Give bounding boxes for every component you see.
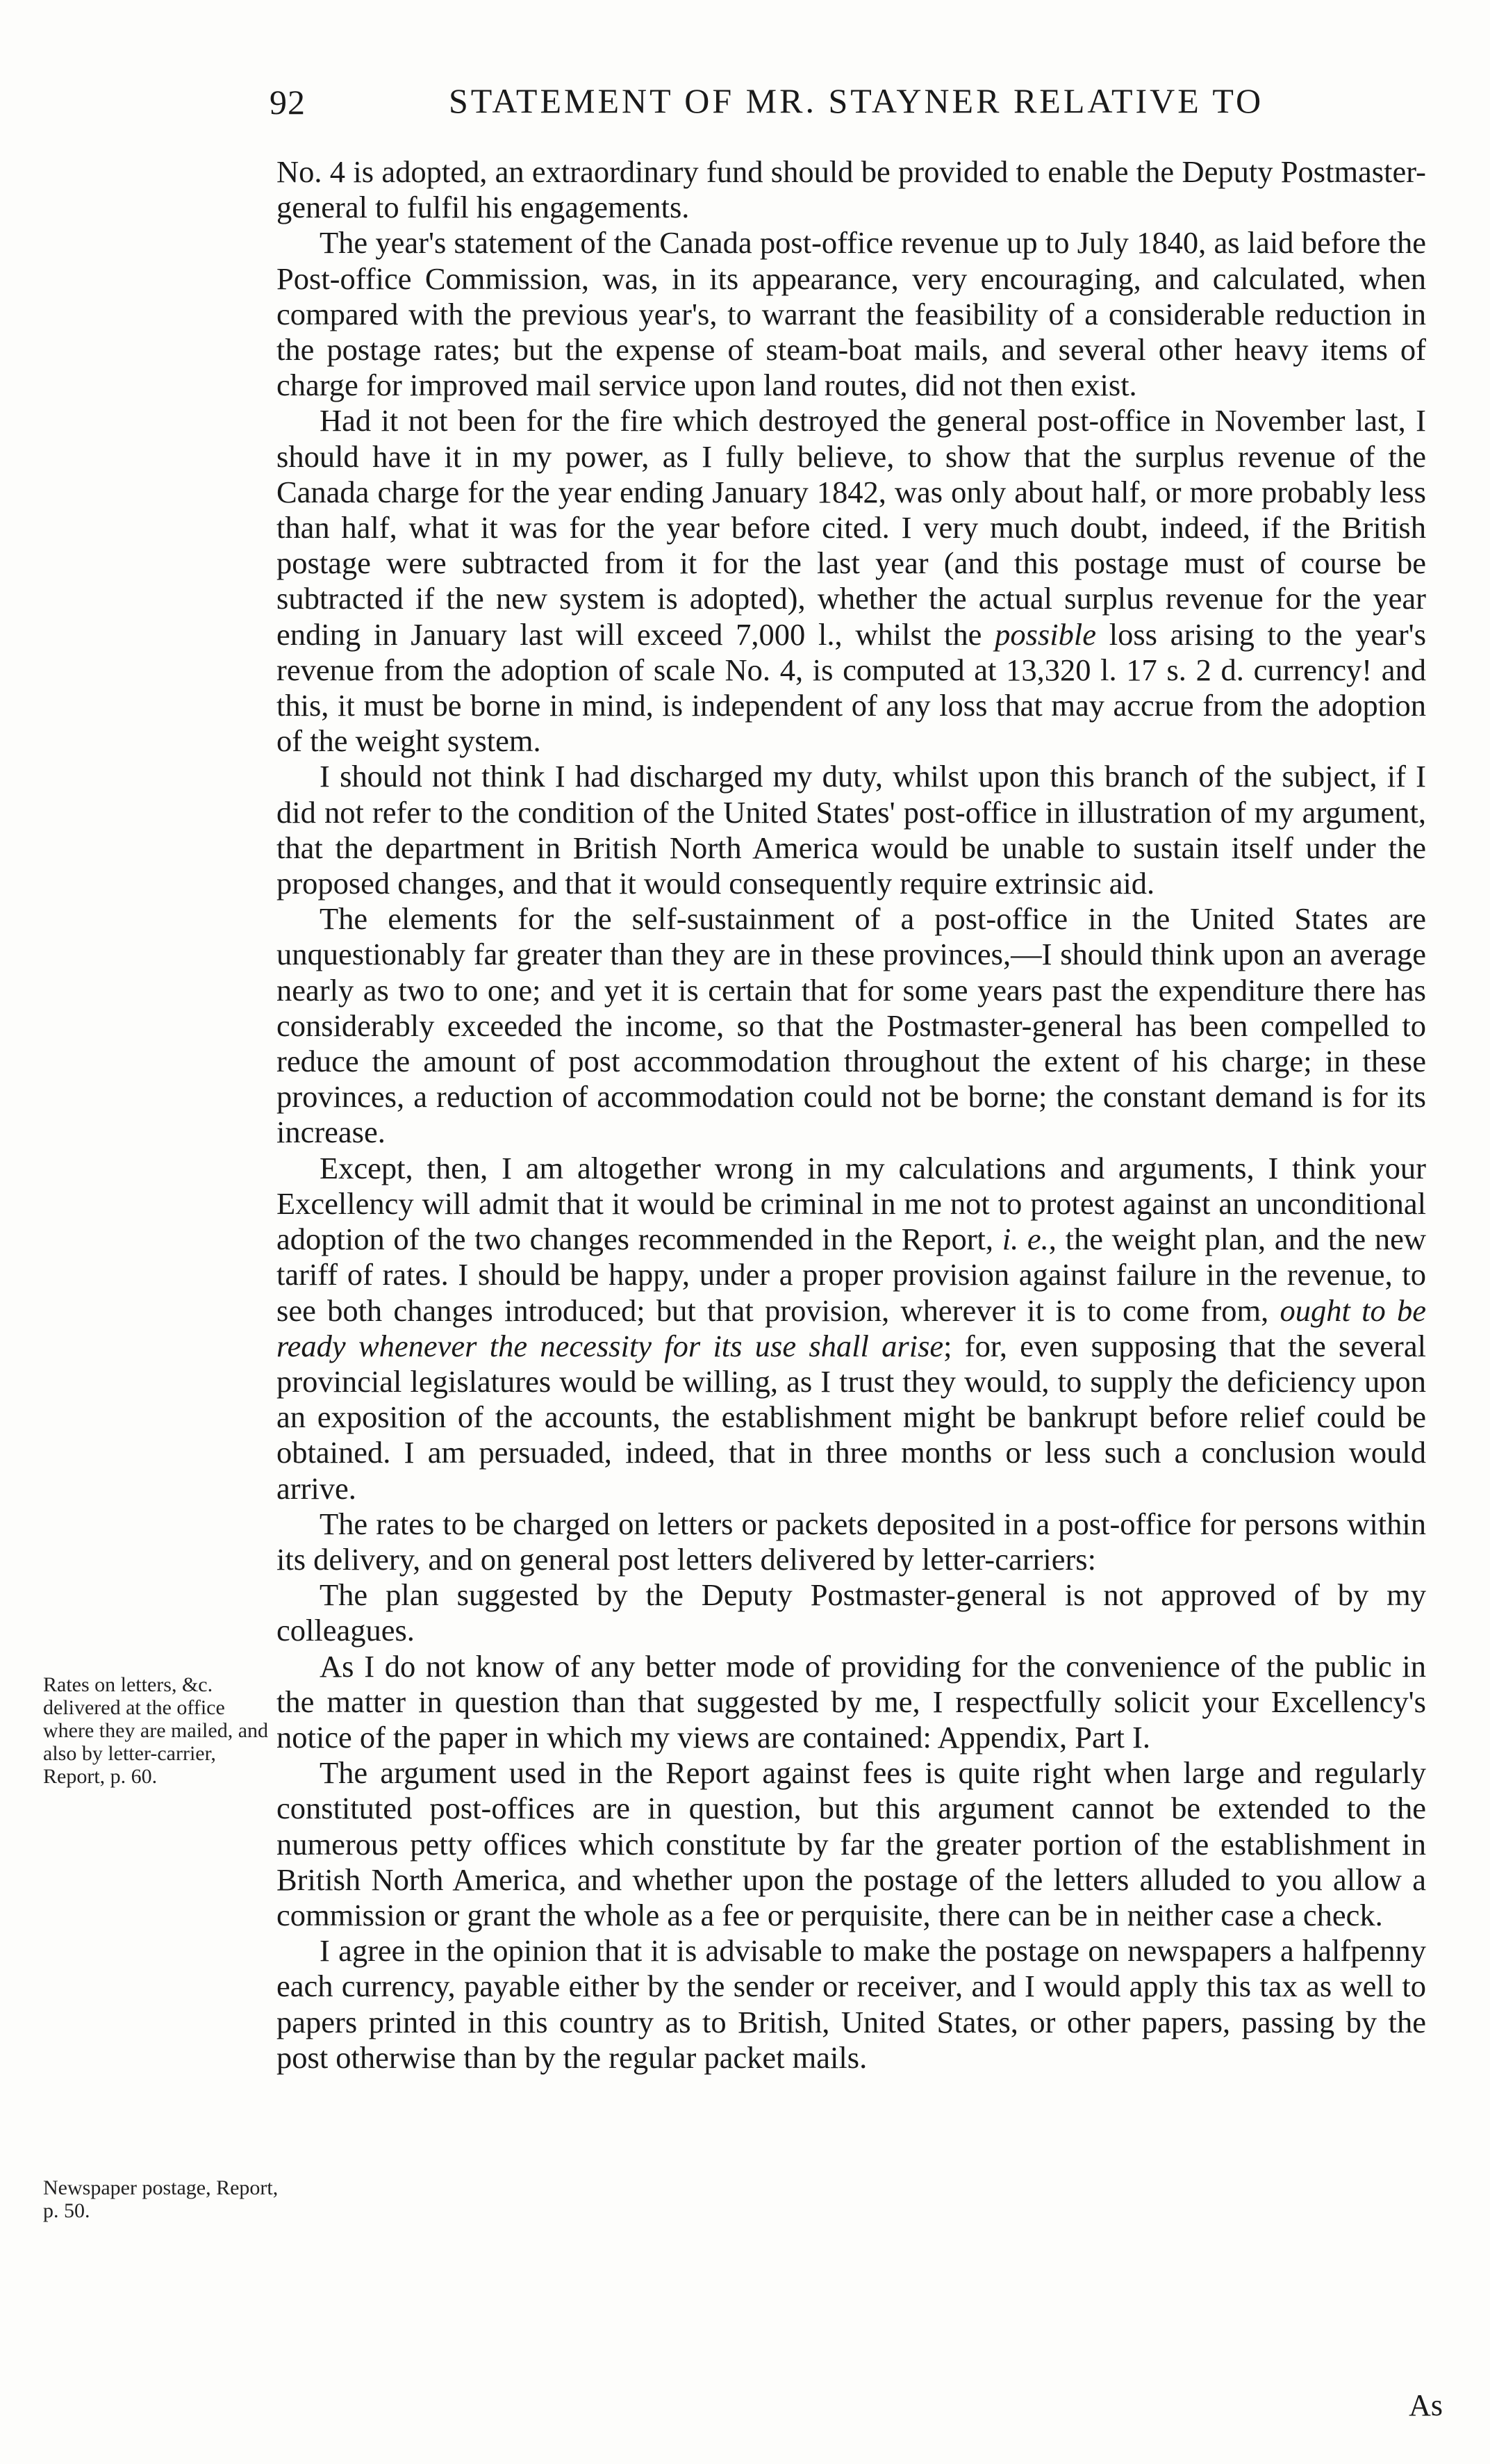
catchword: As [1409, 2388, 1443, 2422]
paragraph-3-part-b: loss arising to the year's revenue from the adoption of scale No. 4, is computed at 13,320 l. 17 s. 2 d. currency! and this, it must be borne in mind, is independent of any loss that may accrue from the adoption of the weight system. [276, 616, 1427, 759]
paragraph-10: The argument used in the Report against fees is quite right when large and regularly constituted post-offices are in question, but this argument cannot be extended to the numerous petty offices which constitute by far the greater portion of the establishment in British North America, and whether upon the postage of the letters alluded to you allow a commission or grant the whole as a fee or perquisite, there can be in neither case a check. [276, 1755, 1426, 1932]
paragraph-3-emphasis: possible [995, 616, 1096, 652]
paragraph-7: The rates to be charged on letters or packets deposited in a post-office for persons within its delivery, and on general post letters delivered by letter-carriers: [276, 1506, 1426, 1577]
paragraph-3 [276, 403, 1426, 759]
page-number: 92 [270, 83, 306, 122]
margin-note-newspaper: Newspaper postage, Report, p. 50. [43, 2176, 279, 2222]
margin-note-rates: Rates on letters, &c. delivered at the office where they are mailed, and also by letter-carrier, Report, p. 60. [43, 1673, 269, 1788]
paragraph-6-emphasis-2: ought to be ready whenever the necessity for its use shall arise [276, 1292, 1426, 1363]
paragraph-6-emphasis-1: i. e. [1002, 1222, 1049, 1257]
paragraph-2: The year's statement of the Canada post-office revenue up to July 1840, as laid before the Post-office Commission, was, in its appearance, very encouraging, and calculated, when compared with the previous year's, to warrant the feasibility of a considerable reduction in the postage rates; but the expense of steam-boat mails, and several other heavy items of charge for improved mail service upon land routes, did not then exist. [276, 225, 1426, 403]
paragraph-1: No. 4 is adopted, an extraordinary fund should be provided to enable the Deputy Postmaster-general to fulfil his engagements. [276, 154, 1426, 225]
paragraph-6 [276, 1151, 1426, 1506]
paragraph-6-part-c: ; for, even supposing that the several provincial legislatures would be willing, as I trust they would, to supply the deficiency upon an exposition of the accounts, the establishment might be bankrupt before relief could be obtained. I am persuaded, indeed, that in three months or less such a conclusion would arrive. [276, 1328, 1426, 1506]
paragraph-5: The elements for the self-sustainment of a post-office in the United States are unquestionably far greater than they are in these provinces,—I should think upon an average nearly as two to one; and yet it is certain that for some years past the expenditure there has considerably exceeded the income, so that the Postmaster-general has been compelled to reduce the amount of post accommodation throughout the extent of his charge; in these provinces, a reduction of accommodation could not be borne; the constant demand is for its increase. [276, 901, 1426, 1150]
page-header [270, 78, 1437, 133]
running-title: STATEMENT OF MR. STAYNER RELATIVE TO [449, 81, 1264, 120]
paragraph-8: The plan suggested by the Deputy Postmaster-general is not approved of by my colleagues. [276, 1577, 1426, 1648]
paragraph-3-part-a: Had it not been for the fire which destroyed the general post-office in November last, I should have it in my power, as I fully believe, to show that the surplus revenue of the Canada charge for the year ending January 1842, was only about half, or more probably less than half, what it was for the year before cited. I very much doubt, indeed, if the British postage were subtracted from it for the last year (and this postage must of course be subtracted if the new system is adopted), whether the actual surplus revenue for the year ending in January last will exceed 7,000 l., whilst the [276, 403, 1426, 652]
paragraph-4: I should not think I had discharged my duty, whilst upon this branch of the subject, if I did not refer to the condition of the United States' post-office in illustration of my argument, that the department in British North America would be unable to sustain itself under the proposed changes, and that it would consequently require extrinsic aid. [276, 759, 1426, 901]
paragraph-6-part-a: Except, then, I am altogether wrong in my calculations and arguments, I think your Excellency will admit that it would be criminal in me not to protest against an unconditional adoption of the two changes recommended in the Report, [276, 1150, 1426, 1257]
paragraph-9: As I do not know of any better mode of providing for the convenience of the public in the matter in question than that suggested by me, I respectfully solicit your Excellency's notice of the paper in which my views are contained: Appendix, Part I. [276, 1648, 1426, 1755]
body-text [276, 154, 1426, 2076]
paragraph-11: I agree in the opinion that it is advisable to make the postage on newspapers a halfpenny each currency, payable either by the sender or receiver, and I would apply this tax as well to papers printed in this country as to British, United States, or other papers, passing by the post otherwise than by the regular packet mails. [276, 1933, 1426, 2075]
paragraph-6-part-b: , the weight plan, and the new tariff of rates. I should be happy, under a proper provision against failure in the revenue, to see both changes introduced; but that provision, wherever it is to come from, [276, 1222, 1426, 1328]
